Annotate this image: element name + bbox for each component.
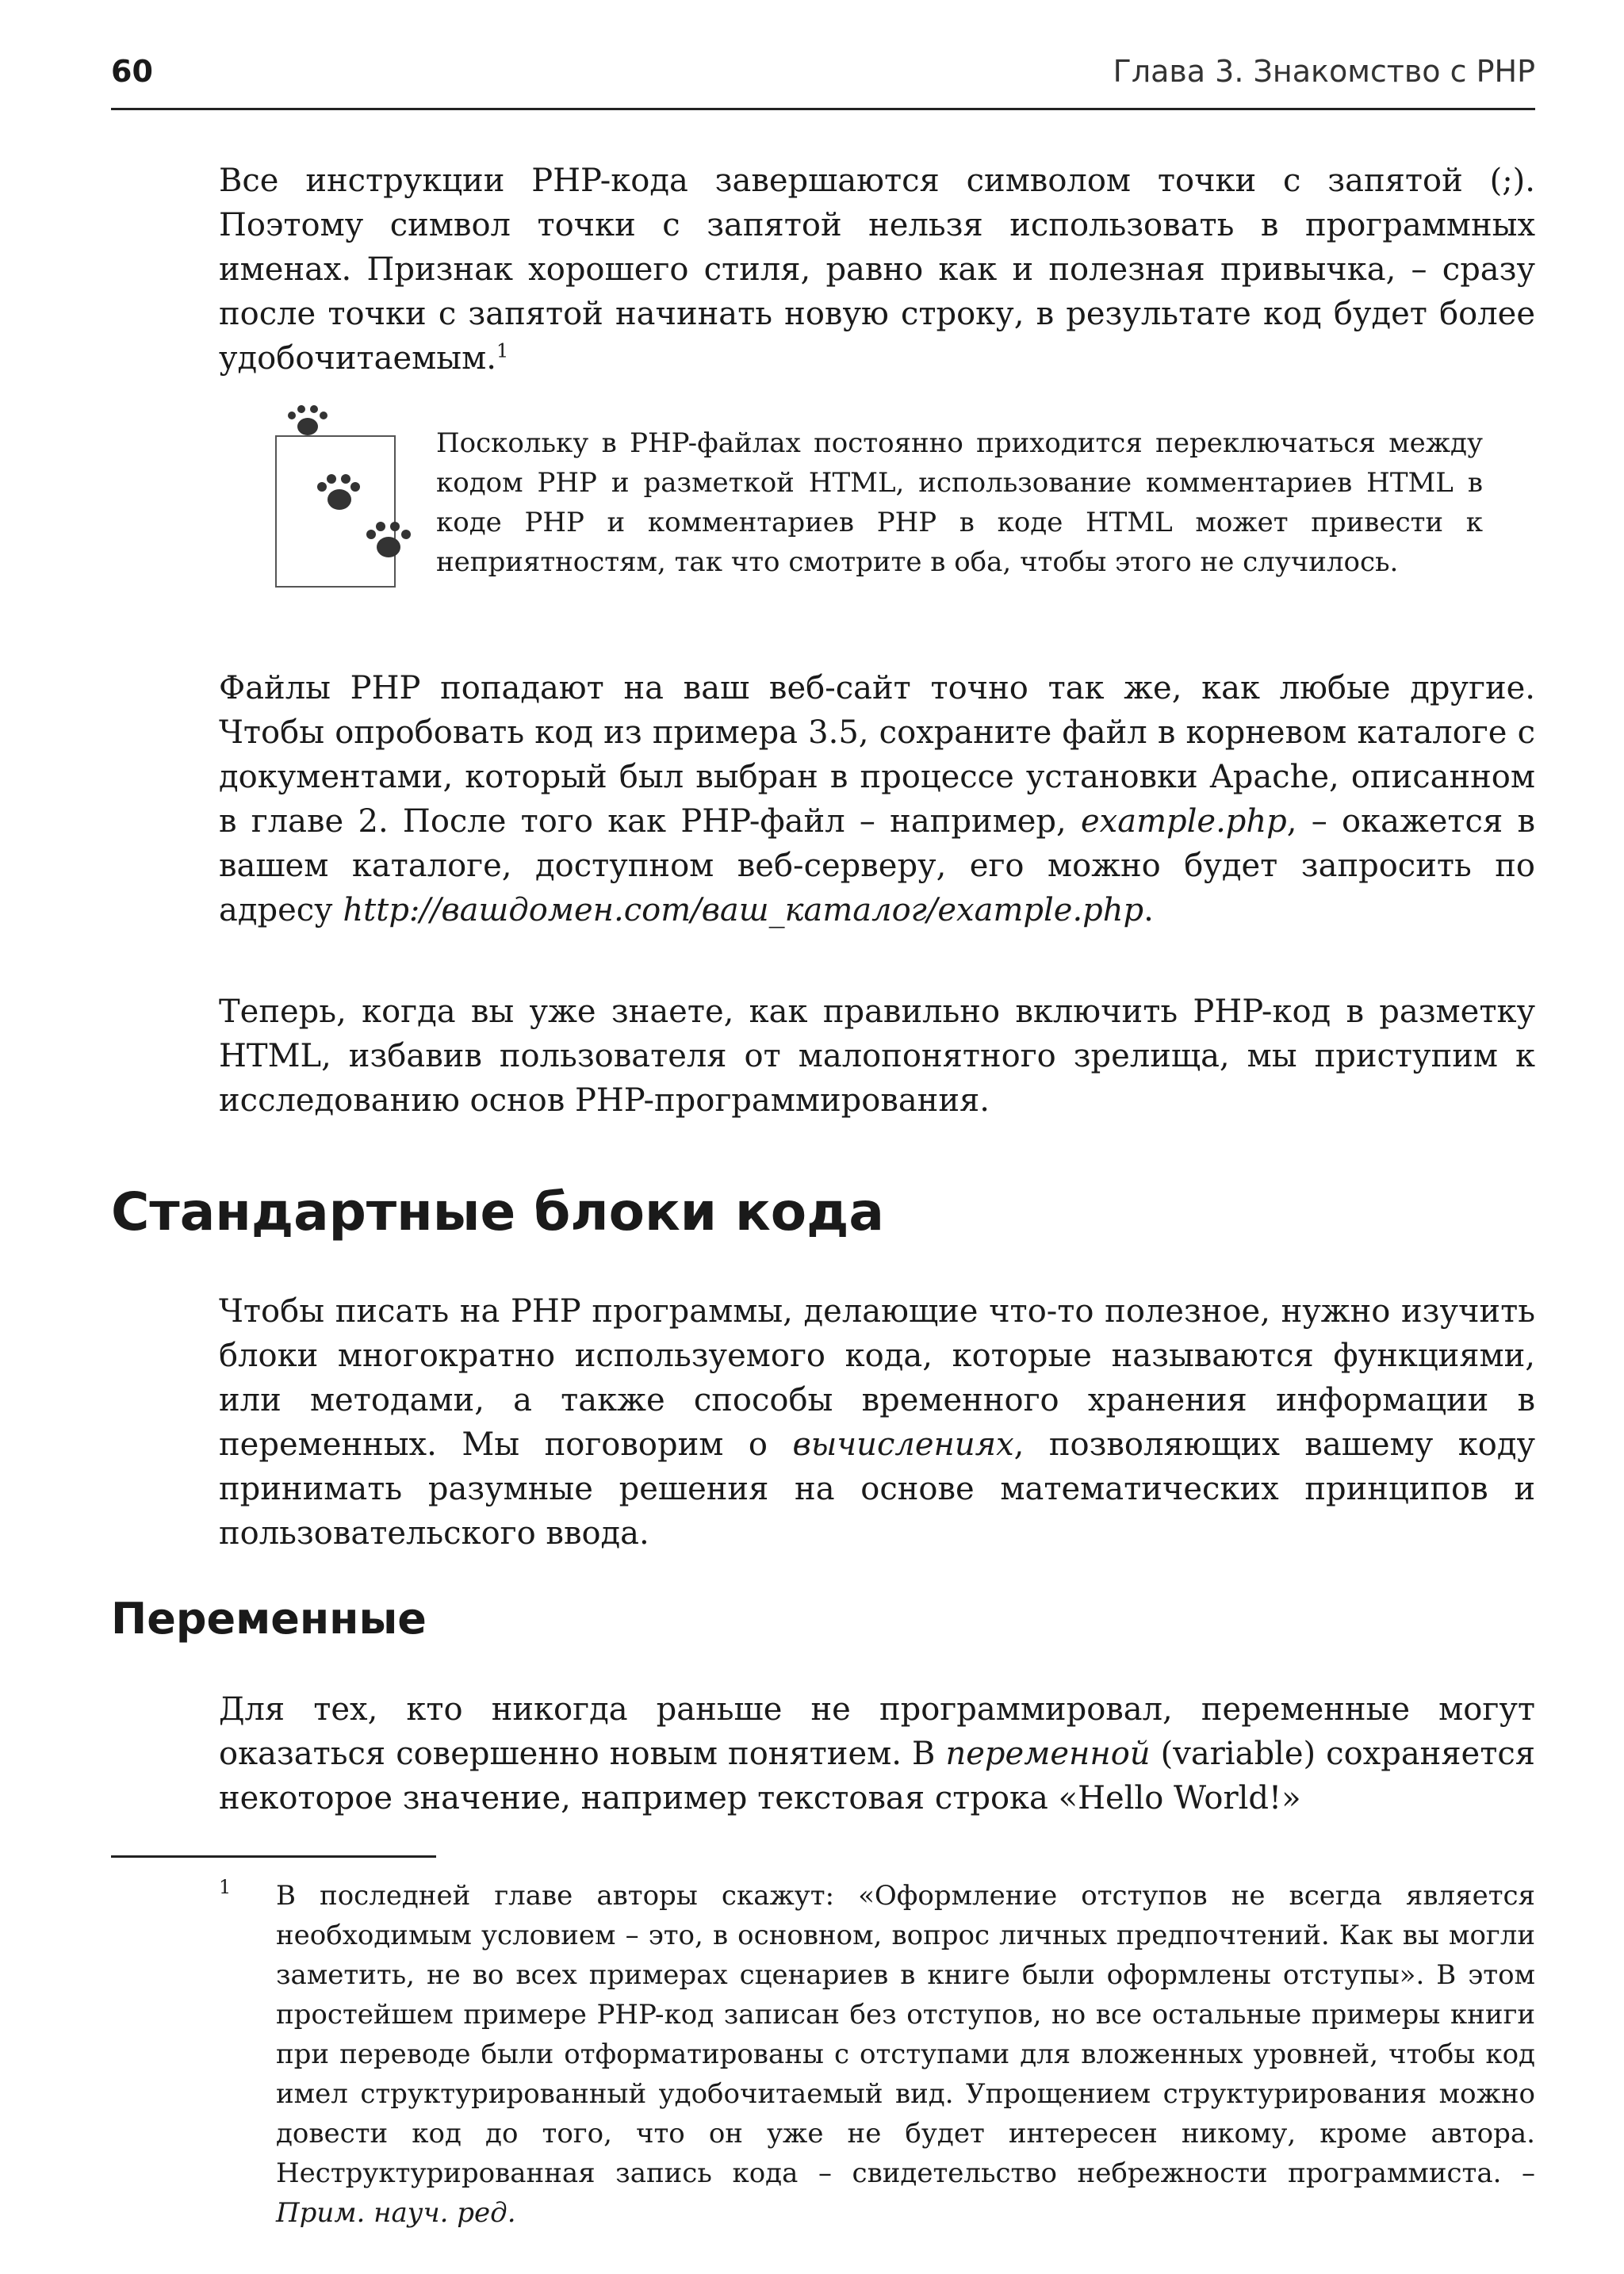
paragraph-php-files: Файлы PHP попадают на ваш веб-сайт точно так же, как любые другие. Чтобы опробовать код из примера 3.5, сохраните файл в корневом каталоге с документами, который был выбран в процессе установки Apache, описанном в главе 2. После того как PHP-файл – например, example.php, – окажется в вашем каталоге, доступном веб-серверу, его можно будет запросить по адресу http://вашдомен.com/ваш_каталог/example.php. bbox=[219, 670, 1535, 928]
note-block bbox=[270, 404, 1483, 634]
paragraph-semicolon: Все инструкции PHP-кода завершаются символом точки с запятой (;). Поэтому символ точки с запятой нельзя использовать в программных именах. Признак хорошего стиля, равно как и полезная привычка, – сразу после точки с запятой начинать новую строку, в результате код будет более удобочитаемым.$^1$ bbox=[219, 163, 1535, 377]
paragraph-building-blocks: Чтобы писать на PHP программы, делающие что-то полезное, нужно изучить блоки многократно используемого кода, которые называются функциями, или методами, а также способы временного хранения информации в переменных. Мы поговорим о вычислениях, позволяющих вашему коду принимать разумные решения на основе математических принципов и пользовательского ввода. bbox=[219, 1293, 1535, 1552]
paw-prints-icon bbox=[270, 404, 425, 595]
section-heading: Стандартные блоки кода bbox=[111, 1181, 884, 1242]
note-text: Поскольку в PHP-файлах постоянно приходится переключаться между кодом PHP и разметкой HTML, использование комментариев HTML в коде PHP и комментариев PHP в коде HTML может привести к неприятностям, так что смотрите в оба, чтобы этого не случилось. bbox=[436, 427, 1483, 578]
footnote-marker: 1 bbox=[219, 1876, 232, 1898]
page-number: 60 bbox=[111, 54, 153, 89]
filename-example: example.php bbox=[1080, 803, 1287, 840]
running-head bbox=[111, 46, 1535, 109]
subsection-heading: Переменные bbox=[111, 1594, 427, 1644]
footnote-rule bbox=[111, 1855, 436, 1858]
chapter-title: Глава 3. Знакомство с PHP bbox=[1113, 54, 1535, 89]
example-url: http://вашдомен.com/ваш_каталог/example.php bbox=[343, 892, 1144, 928]
header-rule bbox=[111, 108, 1535, 110]
paragraph-now: Теперь, когда вы уже знаете, как правильно включить PHP-код в разметку HTML, избавив пользователя от малопонятного зрелища, мы приступим к исследованию основ PHP-программирования. bbox=[219, 993, 1535, 1119]
paragraph-variables: Для тех, кто никогда раньше не программировал, переменные могут оказаться совершенно новым понятием. В переменной (variable) сохраняется некоторое значение, например текстовая строка «Hello World!» bbox=[219, 1691, 1535, 1817]
footnote-ref: 1 bbox=[496, 339, 509, 362]
footnote-text: В последней главе авторы скажут: «Оформление отступов не всегда является необходимым условием – это, в основном, вопрос личных предпочтений. Как вы могли заметить, не во всех примерах сценариев в книге были оформлены отступы». В этом простейшем примере PHP-код записан без отступов, но все остальные примеры книги при переводе были отформатированы с отступами для вложенных уровней, чтобы код имел структурированный удобочитаемый вид. Упрощением структурирования можно довести код до того, что он уже не будет интересен никому, кроме автора. Неструктурированная запись кода – свидетельство небрежности программиста. – Прим. науч. ред. bbox=[276, 1880, 1535, 2229]
